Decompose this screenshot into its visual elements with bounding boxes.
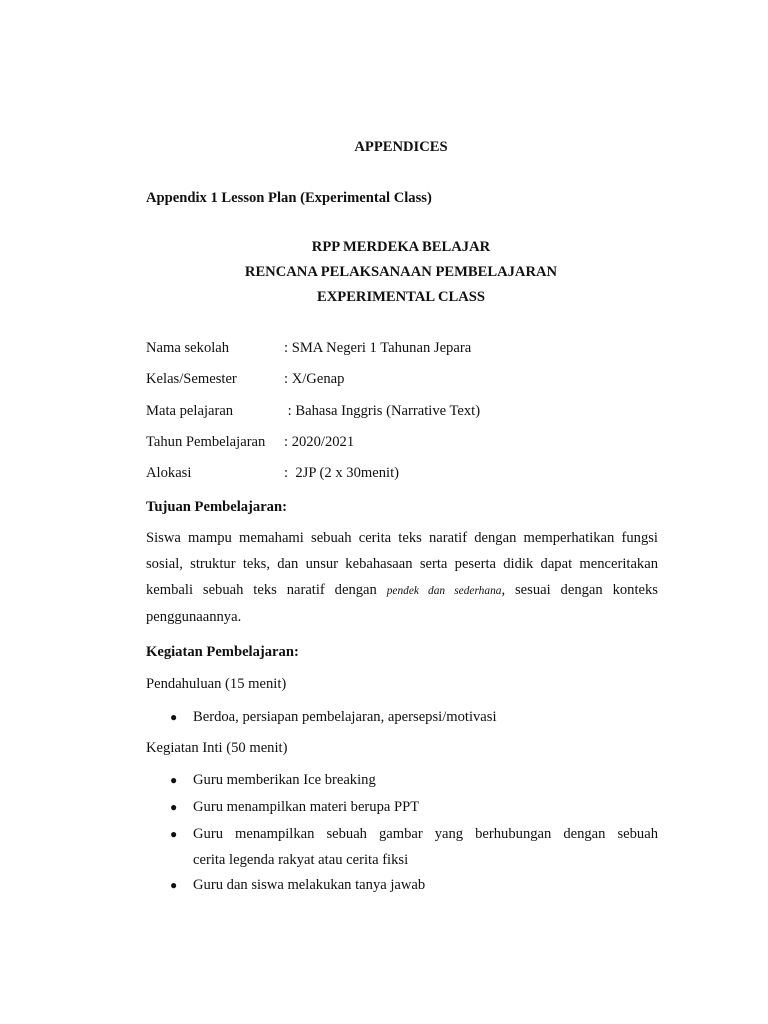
tujuan-line-3 bbox=[146, 577, 658, 604]
bullet-icon: ● bbox=[170, 773, 178, 787]
doc-title-line-1: RPP MERDEKA BELAJAR bbox=[311, 239, 491, 255]
inti-item-3-line-1: Guru menampilkan sebuah gambar yang berhubungan dengan sebuah bbox=[193, 826, 658, 842]
inti-item-3-line-2: cerita legenda rakyat atau cerita fiksi bbox=[193, 852, 409, 868]
identity-value-subject: : Bahasa Inggris (Narrative Text) bbox=[284, 403, 481, 419]
tujuan-line-4: penggunaannya. bbox=[146, 609, 242, 625]
identity-label-subject: Mata pelajaran bbox=[146, 403, 234, 419]
bullet-icon: ● bbox=[170, 827, 178, 841]
tujuan-line-1: Siswa mampu memahami sebuah cerita teks naratif dengan memperhatikan fungsi bbox=[146, 530, 658, 546]
doc-title-line-2: RENCANA PELAKSANAAN PEMBELAJARAN bbox=[244, 264, 558, 280]
tujuan-line-2: sosial, struktur teks, dan unsur kebahasaan serta peserta didik dapat menceritakan bbox=[146, 556, 658, 572]
pendahuluan-item-1: Berdoa, persiapan pembelajaran, apersepsi/motivasi bbox=[193, 709, 497, 725]
bullet-icon: ● bbox=[170, 800, 178, 814]
tujuan-line-3-emphasis: pendek dan sederhana bbox=[386, 585, 502, 597]
inti-item-3 bbox=[193, 821, 658, 873]
bullet-icon: ● bbox=[170, 878, 178, 892]
tujuan-paragraph bbox=[146, 525, 658, 630]
identity-label-class: Kelas/Semester bbox=[146, 371, 237, 387]
inti-item-4: Guru dan siswa melakukan tanya jawab bbox=[193, 877, 426, 893]
bullet-icon: ● bbox=[170, 710, 178, 724]
inti-item-1: Guru memberikan Ice breaking bbox=[193, 772, 376, 788]
pendahuluan-title: Pendahuluan (15 menit) bbox=[146, 676, 287, 692]
identity-label-year: Tahun Pembelajaran bbox=[146, 434, 266, 450]
appendix-title: Appendix 1 Lesson Plan (Experimental Class) bbox=[146, 190, 432, 206]
tujuan-line-3-start: kembali sebuah teks naratif dengan bbox=[146, 582, 387, 598]
identity-value-class: : X/Genap bbox=[284, 371, 345, 387]
identity-value-year: : 2020/2021 bbox=[284, 434, 355, 450]
tujuan-heading: Tujuan Pembelajaran: bbox=[146, 499, 287, 515]
identity-value-allocation: : 2JP (2 x 30menit) bbox=[284, 465, 399, 481]
identity-label-school: Nama sekolah bbox=[146, 340, 230, 356]
appendices-heading: APPENDICES bbox=[354, 139, 448, 155]
inti-title: Kegiatan Inti (50 menit) bbox=[146, 740, 288, 756]
doc-title-line-3: EXPERIMENTAL CLASS bbox=[317, 289, 485, 305]
inti-item-2: Guru menampilkan materi berupa PPT bbox=[193, 799, 420, 815]
tujuan-line-3-end: , sesuai dengan konteks bbox=[501, 582, 658, 598]
identity-label-allocation: Alokasi bbox=[146, 465, 192, 481]
kegiatan-heading: Kegiatan Pembelajaran: bbox=[146, 644, 299, 660]
identity-value-school: : SMA Negeri 1 Tahunan Jepara bbox=[284, 340, 472, 356]
